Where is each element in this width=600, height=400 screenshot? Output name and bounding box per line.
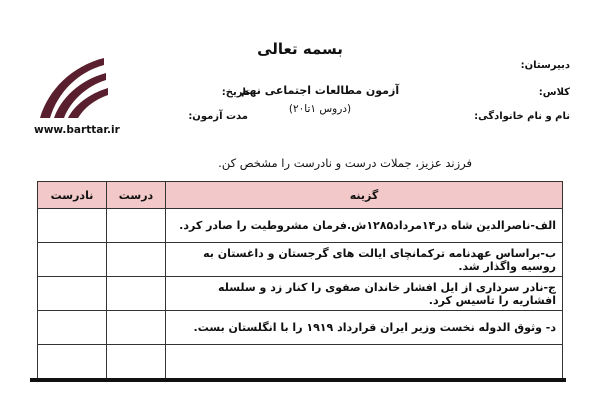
statement-text: ب-براساس عهدنامه ترکمانچای ایالت های گرجستان و داغستان به روسیه واگذار شد. [166,243,563,277]
false-answer-cell[interactable] [38,209,107,243]
true-false-table [37,181,563,379]
barttar-logo-icon [30,52,110,122]
true-answer-cell[interactable] [107,277,166,311]
section-divider [30,378,566,382]
true-answer-cell[interactable] [107,345,166,379]
statement-text [166,345,563,379]
school-label: دبیرستان: [520,60,570,71]
table-header-row [38,182,563,209]
true-answer-cell[interactable] [107,243,166,277]
statement-text: ج-نادر سرداری از ایل افشار خاندان صفوی را کنار زد و سلسله افشاریه را تاسیس کرد. [166,277,563,311]
true-answer-cell[interactable] [107,311,166,345]
false-answer-cell[interactable] [38,243,107,277]
exam-title: آزمون مطالعات اجتماعی نهم [240,84,400,97]
name-label: نام و نام خانوادگی: [474,111,570,122]
table-row [38,209,563,243]
false-answer-cell[interactable] [38,311,107,345]
class-label: کلاس: [538,87,570,98]
table-row [38,277,563,311]
date-label: تاریخ: [221,87,250,98]
website-url[interactable]: www.barttar.ir [34,124,120,136]
statement-text: د- وثوق الدوله نخست وزیر ایران قرارداد ۱۹۱۹ را با انگلستان بست. [166,311,563,345]
false-answer-cell[interactable] [38,345,107,379]
basmala: بسمه تعالی [257,40,343,58]
duration-label: مدت آزمون: [188,111,248,122]
lessons-range: (دروس ۱تا۲۰) [288,103,352,115]
table-row [38,345,563,379]
true-answer-cell[interactable] [107,209,166,243]
true-header: درست [107,182,166,209]
false-header: نادرست [38,182,107,209]
option-header: گزینه [166,182,563,209]
table-row [38,243,563,277]
instruction-text: فرزند عزیز، جملات درست و نادرست را مشخص کن. [218,156,472,170]
statement-text: الف-ناصرالدین شاه در۱۴مرداد۱۲۸۵ش.فرمان مشروطیت را صادر کرد. [166,209,563,243]
table-row [38,311,563,345]
false-answer-cell[interactable] [38,277,107,311]
